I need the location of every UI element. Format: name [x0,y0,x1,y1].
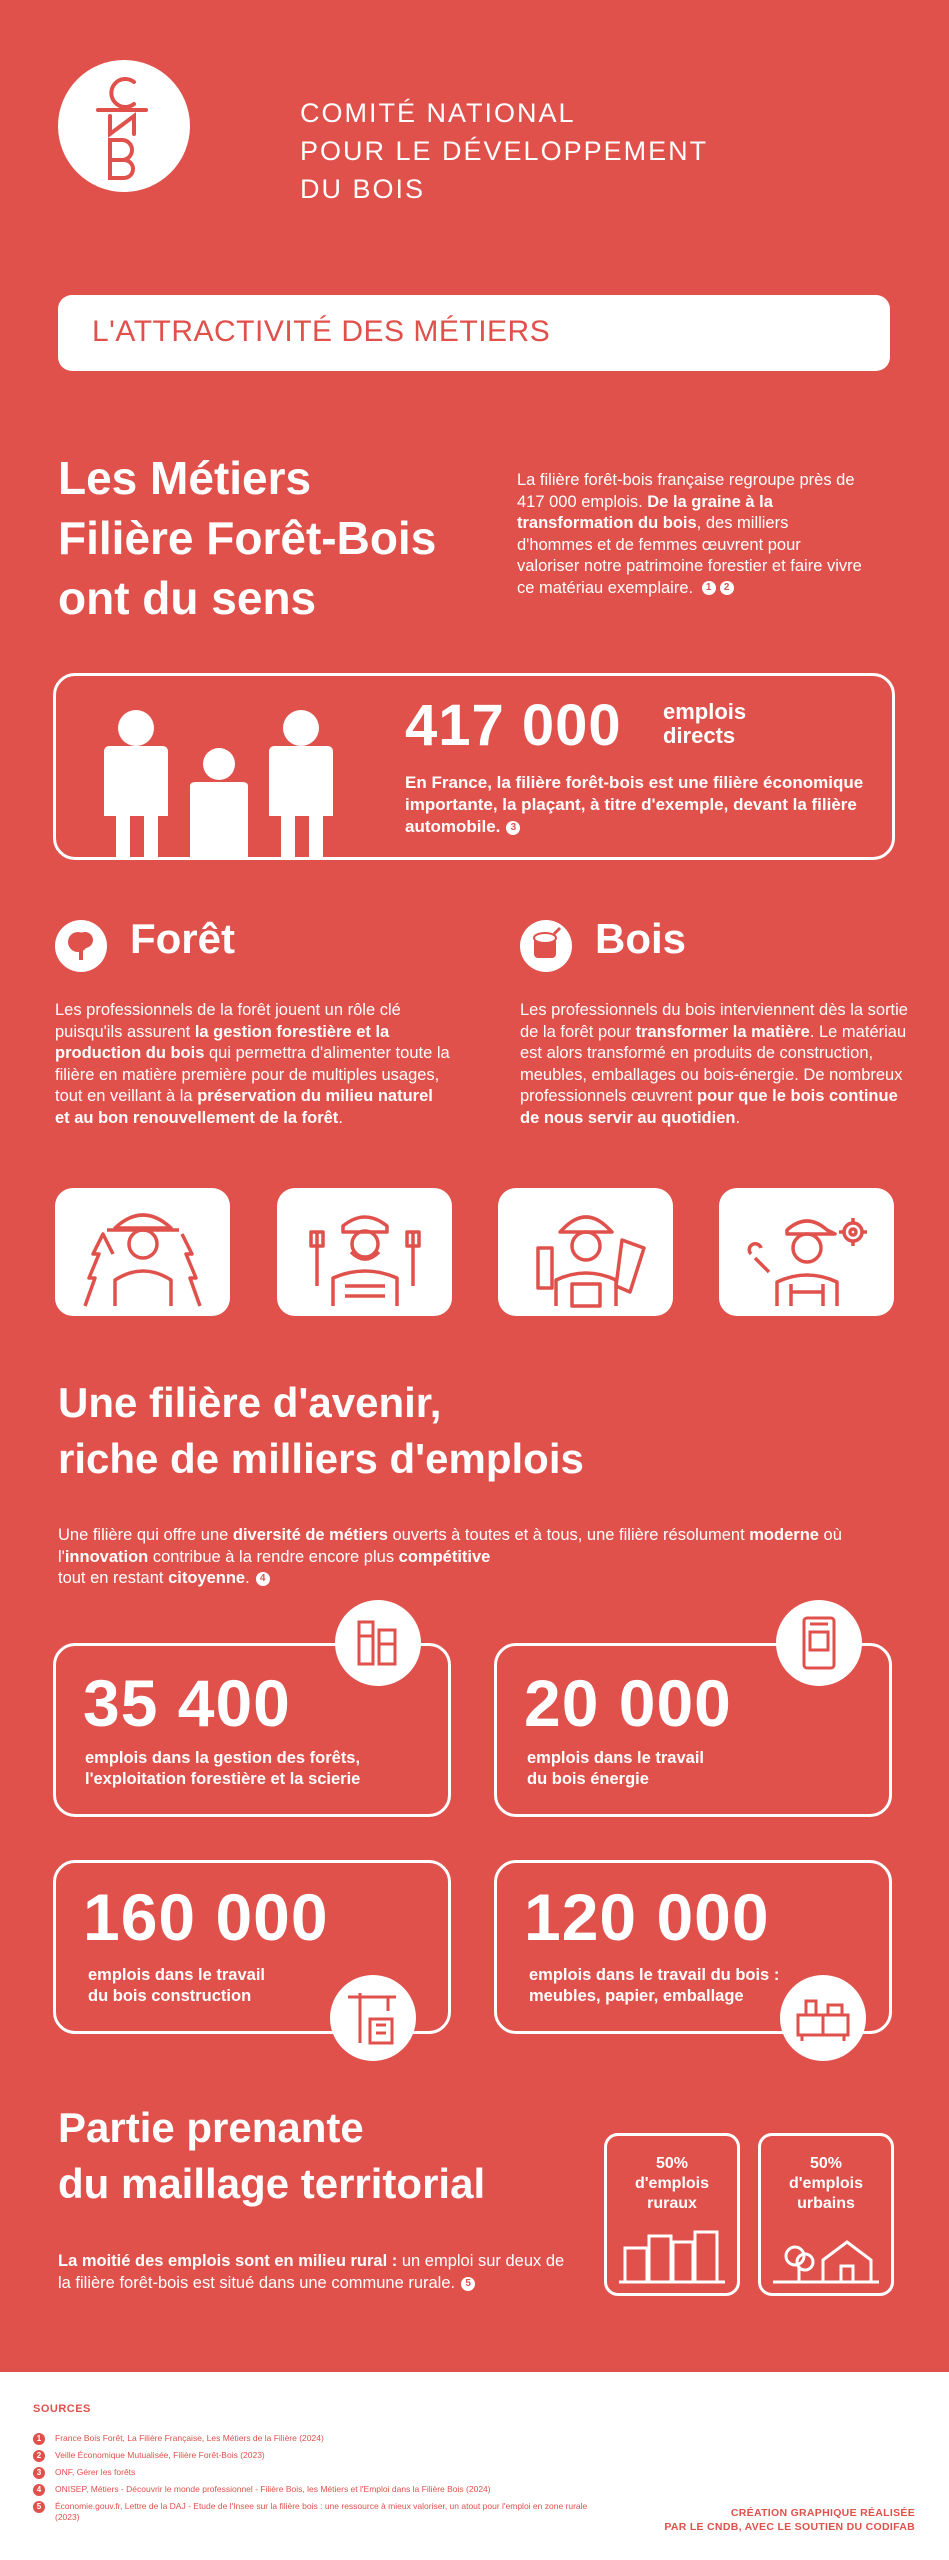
section-banner [58,295,890,371]
forester-icon [55,1188,230,1316]
source-number: 3 [33,2467,45,2479]
text-bold: la gestion forestière et la production du bois [55,1022,390,1062]
bois-text [520,1000,915,1129]
log-icon [520,920,572,972]
desc-line: du bois énergie [527,1770,649,1788]
text: . [338,1108,343,1127]
footnote-marker: 1 [702,581,716,595]
city-icon [761,2136,891,2293]
stat-number: 35 400 [83,1666,291,1740]
source-text: France Bois Forêt, La Filière Française, Les Métiers de la Filière (2024) [55,2433,324,2443]
text-bold: préservation du milieu naturel et au bon renouvellement de la forêt [55,1087,433,1127]
future-paragraph [58,1525,858,1590]
org-title-line: DU BOIS [300,174,426,204]
urban-share-card [758,2133,894,2296]
pellet-stove-icon [776,1600,862,1686]
text: Les professionnels de la forêt jouent un rôle clé puisqu'ils assurent [55,1001,401,1041]
foret-title: Forêt [130,915,235,962]
text-bold: De la graine à la transformation du bois [517,492,773,532]
rural-share-card [604,2133,740,2296]
text-bold: citoyenne [168,1569,246,1587]
text: ouverts à toutes et à tous, une filière résolument [387,1526,750,1544]
stat-description [85,1748,415,1790]
desc-line: emplois dans le travail du bois : [529,1966,780,1984]
text-bold: transformer la matière [635,1022,810,1041]
title-line: Filière Forêt-Bois [58,512,437,564]
desc-line: du bois construction [88,1987,252,2005]
text: , des milliers d'hommes et de femmes œuvrent pour valoriser notre patrimoine forestier et faire vivre ce matériau exemplaire. [517,514,862,597]
footnote-marker: 5 [461,2277,475,2291]
title-line: Partie prenante [58,2104,364,2151]
text-bold: La moitié des emplois sont en milieu rural : [58,2252,398,2270]
text: un emploi sur deux de la filière forêt-bois est situé dans une commune rurale. [58,2252,565,2292]
sources-title: SOURCES [33,2403,91,2415]
text: qui permettra d'alimenter toute la filière en matière première pour de multiples usages, tout en veillant à la [55,1044,450,1105]
direct-jobs-unit [663,700,783,748]
text-bold: pour que le bois continue de nous servir au quotidien [520,1087,898,1127]
stat-number: 120 000 [524,1880,770,1954]
cndb-logo-mark [58,60,190,192]
village-icon [607,2136,737,2293]
banner-title: L'ATTRACTIVITÉ DES MÉTIERS [92,315,551,348]
forester-card [55,1188,230,1316]
source-text: ONF, Gérer les forêts [55,2467,136,2477]
text-bold: innovation [64,1547,149,1566]
stat-number: 160 000 [83,1880,329,1954]
source-item [33,2467,593,2478]
text: Les professionnels du bois interviennent dès la sortie de la forêt pour [520,1001,908,1041]
sawmill-icon-shape [335,1600,421,1686]
pct-label: urbains [797,2195,855,2212]
furniture-icon-shape [780,1975,866,2061]
source-item [33,2433,593,2444]
lumberjack-icon [277,1188,452,1316]
title-line: Les Métiers [58,452,312,504]
unit-line: directs [663,723,736,748]
mechanic-card [719,1188,894,1316]
carpenter-icon [498,1188,673,1316]
territory-paragraph [58,2250,578,2294]
text: tout en restant [58,1569,169,1587]
lumberjack-card [277,1188,452,1316]
text: contribue à la rendre encore plus [148,1547,399,1566]
source-number: 5 [33,2501,45,2513]
text: où l' [58,1526,842,1566]
source-text: ONISEP, Métiers - Découvrir le monde professionnel - Filière Bois, les Métiers et l'Emploi dans la Filière Bois (2024) [55,2484,491,2494]
text-bold: compétitive [398,1547,491,1566]
credit-line: PAR LE CNDB, AVEC LE SOUTIEN DU CODIFAB [664,2521,915,2533]
source-item [33,2501,593,2523]
sources-list [33,2433,593,2529]
source-text: Veille Économique Mutualisée, Filière Forêt-Bois (2023) [55,2450,265,2460]
tree-icon [55,920,107,972]
pct-value: 50% [655,2155,689,2172]
footnote-marker: 3 [506,821,520,835]
direct-jobs-description [405,772,875,838]
pct-label: d'emplois [788,2175,864,2192]
foret-text [55,1000,450,1129]
source-number: 2 [33,2450,45,2462]
title-line: du maillage territorial [58,2160,486,2207]
sawmill-icon [335,1600,421,1686]
desc-line: emplois dans le travail [527,1749,704,1767]
pct-label: d'emplois [634,2175,710,2192]
stat-description [527,1748,857,1790]
intro-title [58,448,488,628]
text-bold: diversité de métiers [232,1526,388,1544]
cndb-logo [58,60,190,192]
title-line: riche de milliers d'emplois [58,1435,584,1482]
source-number: 1 [33,2433,45,2445]
source-number: 4 [33,2484,45,2496]
desc-line: emplois dans la gestion des forêts, [85,1749,361,1767]
desc-line: l'exploitation forestière et la scierie [85,1770,361,1788]
org-title-line: COMITÉ NATIONAL [300,98,576,128]
source-item [33,2484,593,2495]
pct-label: ruraux [647,2195,697,2212]
text-bold: moderne [749,1526,819,1544]
territory-title [58,2100,618,2212]
text: . [735,1108,741,1127]
org-title [300,94,780,208]
footnote-marker: 4 [256,1572,270,1586]
pct-value: 50% [809,2155,843,2172]
source-item [33,2450,593,2461]
unit-line: emplois [663,699,747,724]
bois-title: Bois [595,915,687,962]
crane-icon [330,1975,416,2061]
people-icon [86,706,366,863]
text: Une filière qui offre une [58,1526,233,1544]
mechanic-icon [719,1188,894,1316]
text: . Le matériau est alors transformé en produits de construction, meubles, emballages ou bois-énergie. De nombreux professionnels œuvrent [520,1022,907,1105]
future-title [58,1375,858,1487]
crane-icon-shape [330,1975,416,2061]
intro-paragraph [517,470,867,599]
stat-number: 20 000 [524,1666,732,1740]
text: En France, la filière forêt-bois est une filière économique importante, la plaçant, à titre d'exemple, devant la filière automobile. [405,773,864,836]
title-line: Une filière d'avenir, [58,1379,442,1426]
credit [560,2506,915,2534]
pellet-stove-icon-shape [776,1600,862,1686]
credit-line: CRÉATION GRAPHIQUE RÉALISÉE [730,2507,915,2519]
text: La filière forêt-bois française regroupe près de 417 000 emplois. [517,471,855,511]
log-icon-shape [520,920,572,972]
title-line: ont du sens [58,572,317,624]
source-text: Économie.gouv.fr, Lettre de la DAJ - Etude de l'Insee sur la filière bois : une ressource à mieux valoriser, un atout pour l'emploi en zone rurale (2023) [55,2501,588,2522]
desc-line: meubles, papier, emballage [529,1987,744,2005]
org-title-line: POUR LE DÉVELOPPEMENT [300,136,709,166]
direct-jobs-number: 417 000 [405,693,622,758]
desc-line: emplois dans le travail [88,1966,265,1984]
carpenter-card [498,1188,673,1316]
text: . [245,1569,250,1587]
footnote-marker: 2 [720,581,734,595]
tree-icon-shape [55,920,107,972]
furniture-icon [780,1975,866,2061]
